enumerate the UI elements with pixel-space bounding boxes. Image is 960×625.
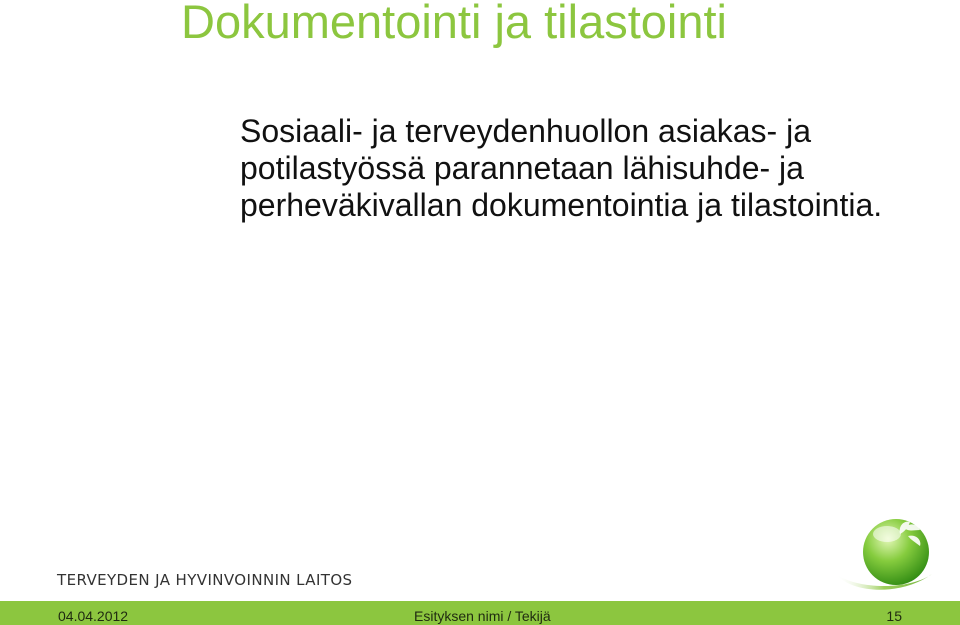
footer-presentation-author: Esityksen nimi / Tekijä [414, 608, 551, 624]
green-globe-logo-icon [832, 510, 936, 596]
footer-bar [0, 601, 960, 625]
slide-body-text: Sosiaali- ja terveydenhuollon asiakas- ja potilastyössä parannetaan lähisuhde- ja perheväkivallan dokumentointia ja tilastointia. [240, 113, 883, 223]
logo-highlight [873, 526, 901, 542]
slide-title: Dokumentointi ja tilastointi [181, 0, 727, 48]
organization-name: TERVEYDEN JA HYVINVOINNIN LAITOS [57, 571, 353, 589]
footer-page-number: 15 [886, 608, 902, 624]
footer-date: 04.04.2012 [58, 608, 129, 624]
